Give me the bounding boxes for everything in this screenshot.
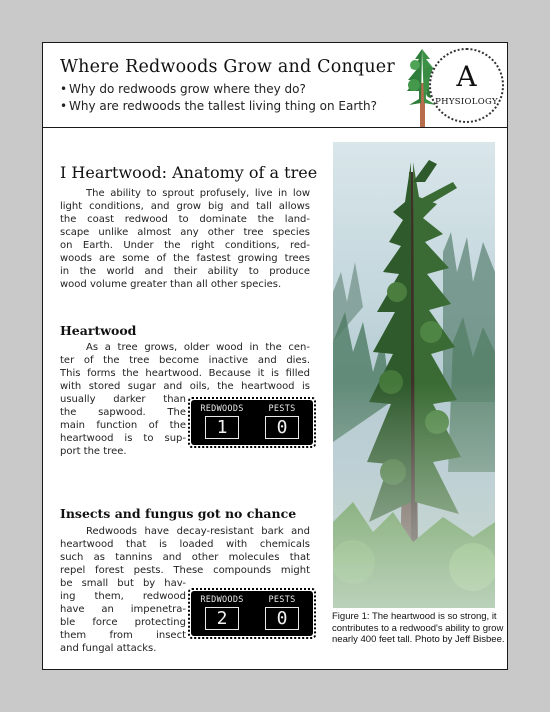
- scoreboard-pests: PESTS 0: [254, 594, 310, 633]
- section-title: I Heartwood: Anatomy of a tree: [60, 163, 318, 182]
- scoreboard-1: [191, 400, 313, 445]
- insects-paragraph: Redwoods have decay-resistant bark and heartwood that is loaded with chemicals such as tannins and other molecules that repel forest pests. These compounds might: [60, 526, 310, 576]
- scoreboard-2: [191, 591, 313, 636]
- figure-caption: Figure 1: The heartwood is so strong, it contributes to a redwood's ability to grow nearly 400 feet tall. Photo by Jeff Bisbee.: [332, 611, 505, 645]
- header: [43, 43, 507, 128]
- badge-letter: A: [456, 60, 477, 93]
- guiding-question-2: • Why are redwoods the tallest living thing on Earth?: [60, 99, 377, 113]
- heartwood-heading: Heartwood: [60, 323, 137, 338]
- scoreboard-redwoods: REDWOODS 1: [200, 404, 244, 438]
- page-title: Where Redwoods Grow and Conquer: [60, 57, 395, 77]
- heartwood-paragraph-wrap: usually darker than the sapwood. The main function of the heartwood is to sup- port the tree.: [60, 394, 186, 457]
- guiding-question-1: • Why do redwoods grow where they do?: [60, 82, 306, 96]
- subject-badge: [429, 48, 504, 123]
- pests-score: 0: [265, 416, 299, 439]
- worksheet-page: [42, 42, 508, 670]
- redwoods-score: 2: [205, 607, 239, 630]
- insects-paragraph-wrap: be small but by hav- ing them, redwood have an impenetra- ble force protecting them from insect and fungal attacks.: [60, 578, 186, 654]
- heartwood-paragraph: As a tree grows, older wood in the cen- ter of the tree become inactive and dies. This forms the heartwood. Because it is filled with stored sugar and oils, the heartwood is: [60, 342, 310, 392]
- insects-heading: Insects and fungus got no chance: [60, 506, 297, 521]
- badge-subject: PHYSIOLOGY: [435, 97, 498, 107]
- pests-score: 0: [265, 607, 299, 630]
- scoreboard-redwoods: REDWOODS 2: [200, 595, 244, 629]
- redwood-photo: [333, 142, 495, 608]
- section-paragraph: The ability to sprout profusely, live in low light conditions, and grow big and tall allows the coast redwood to dominate the land- scape unlike almost any other tree species on Earth. Under the right conditions, red- woods are some of the fastest growing trees in the world and their ability to produce wood volume greater than all other species.: [60, 188, 310, 290]
- scoreboard-pests: PESTS 0: [254, 403, 310, 442]
- redwoods-score: 1: [205, 416, 239, 439]
